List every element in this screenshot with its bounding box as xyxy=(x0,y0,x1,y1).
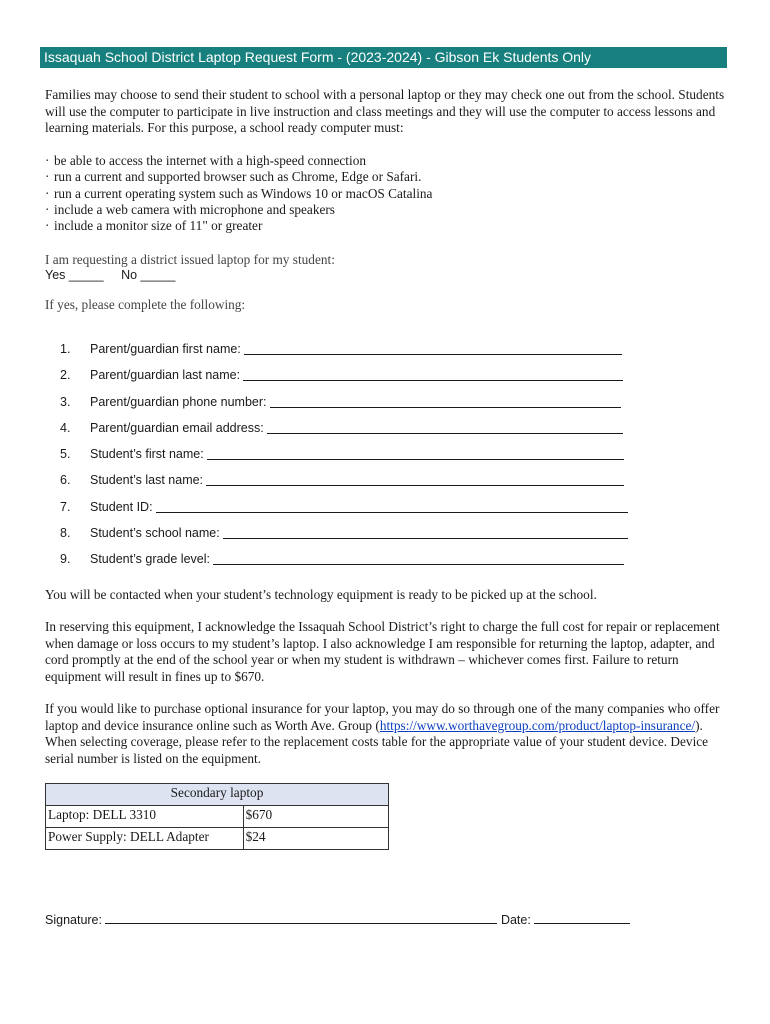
table-header: Secondary laptop xyxy=(46,784,389,806)
insurance-paragraph: If you would like to purchase optional insurance for your laptop, you may do so through one of the many companies who offer laptop and device insurance online such as Worth Ave. Group (https://www.worthavegroup.com/product/laptop-insurance/). When selecting coverage, please refer to the replacement costs table for the appropriate value of your student device. Device serial number is listed on the equipment. xyxy=(45,701,720,766)
field-student-last-name: 6. Student’s last name: xyxy=(60,473,628,499)
replacement-cost-table xyxy=(45,783,389,850)
acknowledgement-paragraph: In reserving this equipment, I acknowledge the Issaquah School District’s right to charge the full cost for repair or replacement when damage or loss occurs to my student’s laptop. I also acknowledge I am responsible for returning the laptop, adapter, and cord promptly at the end of the school year or when my student is withdrawn – whichever comes first. Failure to return equipment will result in fines up to $670. xyxy=(45,619,720,684)
requirements-list xyxy=(45,153,432,234)
table-cell-item: Power Supply: DELL Adapter xyxy=(46,828,244,850)
field-student-grade: 9. Student’s grade level: xyxy=(60,552,628,578)
date-line[interactable] xyxy=(534,911,630,924)
yes-option[interactable]: Yes _____ xyxy=(45,268,104,282)
field-parent-email: 4. Parent/guardian email address: xyxy=(60,421,628,447)
signature-label: Signature: xyxy=(45,913,102,927)
student-first-name-line[interactable] xyxy=(207,447,624,460)
insurance-link[interactable]: https://www.worthavegroup.com/product/laptop-insurance/ xyxy=(379,717,696,733)
signature-row xyxy=(45,911,630,927)
parent-phone-line[interactable] xyxy=(270,395,621,408)
student-id-line[interactable] xyxy=(156,500,628,513)
request-prompt: I am requesting a district issued laptop for my student: xyxy=(45,252,335,267)
student-last-name-line[interactable] xyxy=(206,473,624,486)
requirement-item: · run a current and supported browser such as Chrome, Edge or Safari. xyxy=(45,169,422,185)
field-parent-first-name: 1. Parent/guardian first name: xyxy=(60,342,628,368)
field-student-id: 7. Student ID: xyxy=(60,500,628,526)
intro-paragraph: Families may choose to send their student to school with a personal laptop or they may check one out from the school. Students will use the computer to participate in live instruction and class meetings and they will use the computer to access lessons and learning materials. For this purpose, a school ready computer must: xyxy=(45,87,725,135)
table-row xyxy=(46,806,389,828)
form-title: Issaquah School District Laptop Request Form - (2023-2024) - Gibson Ek Students Only xyxy=(40,47,727,68)
yes-no-choice xyxy=(45,268,175,282)
field-parent-last-name: 2. Parent/guardian last name: xyxy=(60,368,628,394)
parent-last-name-line[interactable] xyxy=(243,368,623,381)
parent-first-name-line[interactable] xyxy=(244,342,622,355)
field-student-school: 8. Student’s school name: xyxy=(60,526,628,552)
student-school-line[interactable] xyxy=(223,526,628,539)
if-yes-instruction: If yes, please complete the following: xyxy=(45,297,246,312)
field-parent-phone: 3. Parent/guardian phone number: xyxy=(60,395,628,421)
parent-email-line[interactable] xyxy=(267,421,623,434)
signature-line[interactable] xyxy=(105,911,497,924)
table-cell-item: Laptop: DELL 3310 xyxy=(46,806,244,828)
requirement-item: · run a current operating system such as Windows 10 or macOS Catalina xyxy=(45,185,433,201)
request-fields xyxy=(60,342,628,579)
requirement-item: · include a monitor size of 11" or greater xyxy=(45,218,263,234)
contact-note: You will be contacted when your student’s technology equipment is ready to be picked up at the school. xyxy=(45,587,597,602)
requirement-item: · be able to access the internet with a high-speed connection xyxy=(45,153,366,168)
no-option[interactable]: No _____ xyxy=(121,268,176,282)
table-cell-cost: $24 xyxy=(243,828,388,850)
student-grade-line[interactable] xyxy=(213,552,624,565)
table-row xyxy=(46,828,389,850)
date-label: Date: xyxy=(500,913,531,927)
table-cell-cost: $670 xyxy=(243,806,388,828)
field-student-first-name: 5. Student’s first name: xyxy=(60,447,628,473)
requirement-item: · include a web camera with microphone and speakers xyxy=(45,201,335,217)
